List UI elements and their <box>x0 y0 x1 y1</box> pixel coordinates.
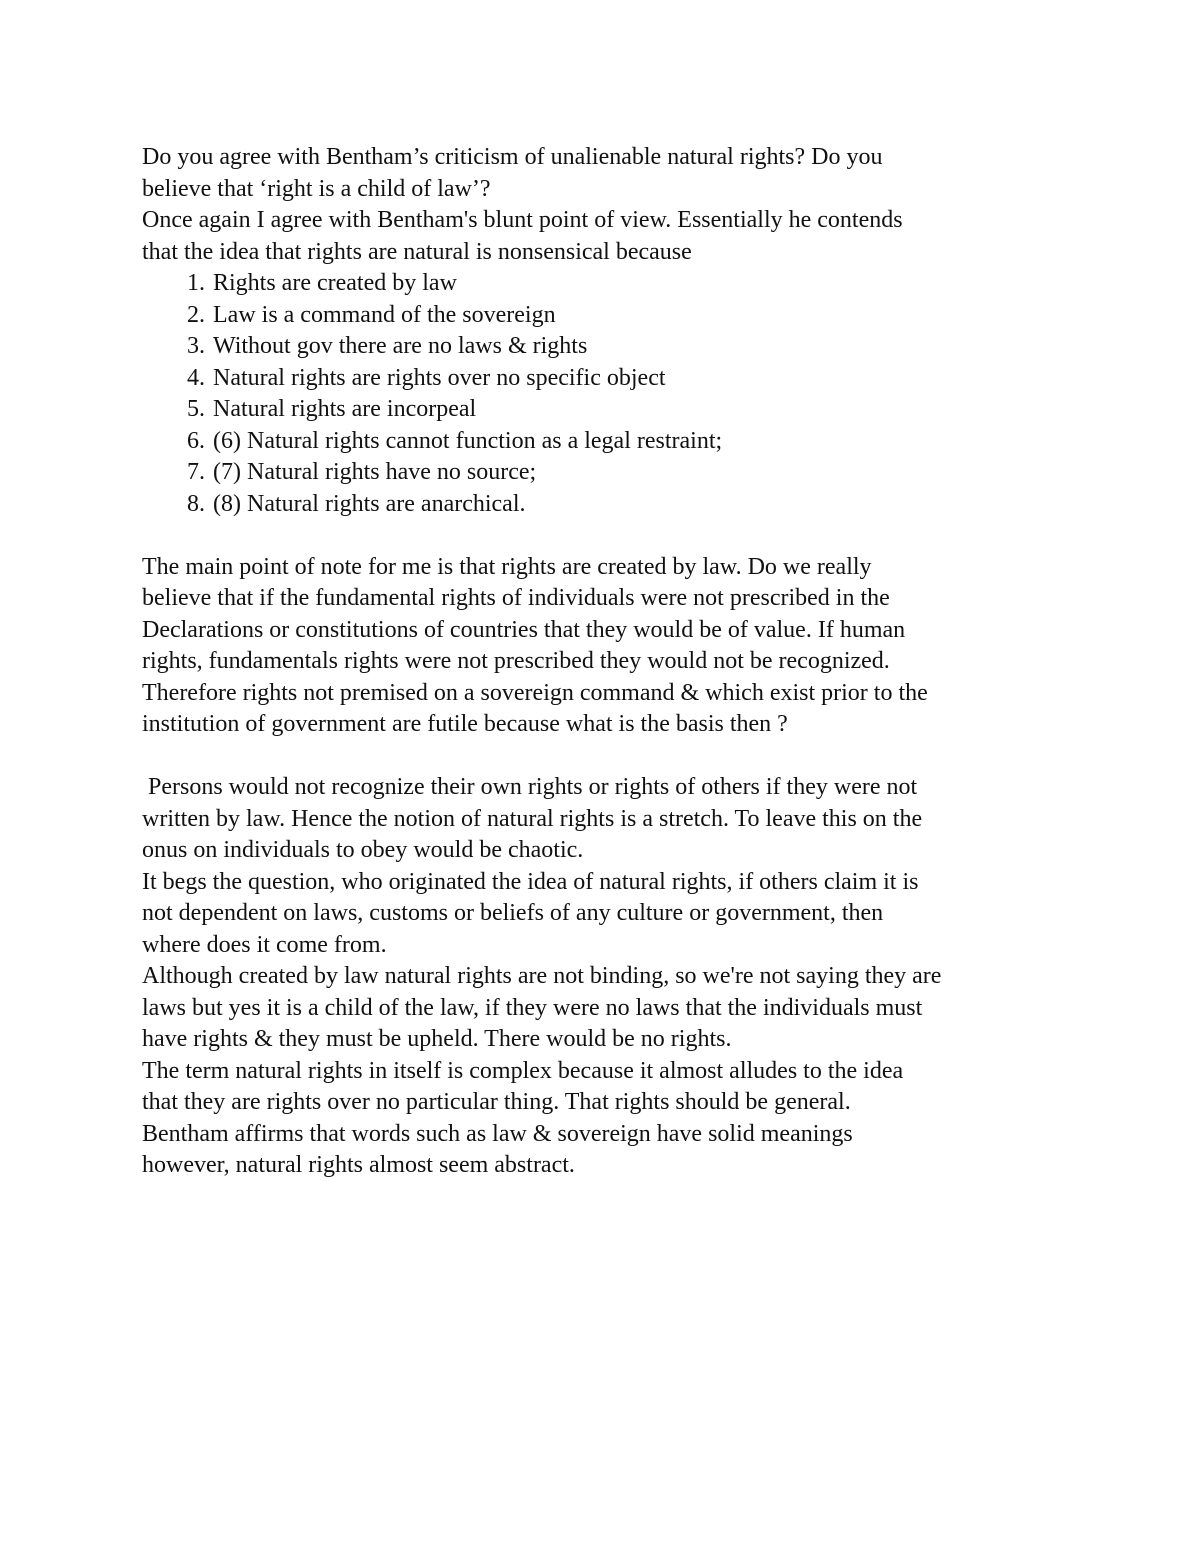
list-number: 6. <box>187 427 205 454</box>
list-item <box>142 300 1072 332</box>
list-item <box>142 363 1072 395</box>
list-text: (8) Natural rights are anarchical. <box>213 490 526 517</box>
paragraph-line: written by law. Hence the notion of natural rights is a stretch. To leave this on the <box>142 805 923 832</box>
paragraph-line: Persons would not recognize their own rights or rights of others if they were not <box>142 774 918 800</box>
paragraph-line: Although created by law natural rights are not binding, so we're not saying they are <box>142 963 942 989</box>
paragraph-line: onus on individuals to obey would be chaotic. <box>142 837 584 863</box>
paragraph-line: Therefore rights not premised on a sovereign command & which exist prior to the <box>142 679 928 706</box>
list-number: 8. <box>187 490 205 517</box>
list-number: 7. <box>187 459 205 485</box>
paragraph-line: however, natural rights almost seem abstract. <box>142 1152 575 1178</box>
intro-paragraph <box>142 205 1072 268</box>
paragraph-line: laws but yes it is a child of the law, if they were no laws that the individuals must <box>142 994 923 1021</box>
essay-text <box>142 142 1072 1182</box>
paragraph-line: that they are rights over no particular thing. That rights should be general. <box>142 1089 851 1115</box>
paragraph-line: institution of government are futile because what is the basis then ? <box>142 711 788 737</box>
body-paragraph-2 <box>142 772 1072 1182</box>
list-number: 1. <box>187 270 205 296</box>
paragraph-line: have rights & they must be upheld. There would be no rights. <box>142 1026 732 1052</box>
list-item <box>142 426 1072 458</box>
list-item <box>142 457 1072 489</box>
paragraph-line: It begs the question, who originated the idea of natural rights, if others claim it is <box>142 868 919 895</box>
numbered-list <box>142 268 1072 520</box>
intro-line: Once again I agree with Bentham's blunt point of view. Essentially he contends <box>142 207 903 233</box>
paragraph-line: Declarations or constitutions of countries that they would be of value. If human <box>142 616 906 643</box>
paragraph-line: where does it come from. <box>142 931 387 958</box>
paragraph-line: The term natural rights in itself is complex because it almost alludes to the idea <box>142 1057 904 1084</box>
paragraph-spacer <box>142 741 1072 773</box>
list-item <box>142 331 1072 363</box>
list-text: Law is a command of the sovereign <box>213 301 556 328</box>
paragraph-line: rights, fundamentals rights were not prescribed they would not be recognized. <box>142 648 890 674</box>
list-text: Natural rights are incorpeal <box>213 396 477 422</box>
question-line: believe that ‘right is a child of law’? <box>142 175 491 202</box>
paragraph-spacer <box>142 520 1072 552</box>
list-text: Without gov there are no laws & rights <box>213 333 588 359</box>
question-heading <box>142 142 1072 205</box>
list-item <box>142 268 1072 300</box>
list-text: Natural rights are rights over no specific object <box>213 364 666 391</box>
list-number: 2. <box>187 301 205 328</box>
list-number: 4. <box>187 364 205 391</box>
list-item <box>142 394 1072 426</box>
list-text: Rights are created by law <box>213 270 457 296</box>
paragraph-line: not dependent on laws, customs or beliefs of any culture or government, then <box>142 900 884 926</box>
paragraph-line: believe that if the fundamental rights of individuals were not prescribed in the <box>142 585 890 611</box>
paragraph-line: Bentham affirms that words such as law & sovereign have solid meanings <box>142 1120 853 1147</box>
list-number: 3. <box>187 333 205 359</box>
list-item <box>142 489 1072 521</box>
body-paragraph-1 <box>142 552 1072 741</box>
question-line: Do you agree with Bentham’s criticism of unalienable natural rights? Do you <box>142 144 883 170</box>
paragraph-line: The main point of note for me is that rights are created by law. Do we really <box>142 553 872 580</box>
list-text: (7) Natural rights have no source; <box>213 459 537 485</box>
list-number: 5. <box>187 396 205 422</box>
list-text: (6) Natural rights cannot function as a legal restraint; <box>213 427 723 454</box>
intro-line: that the idea that rights are natural is nonsensical because <box>142 238 692 265</box>
